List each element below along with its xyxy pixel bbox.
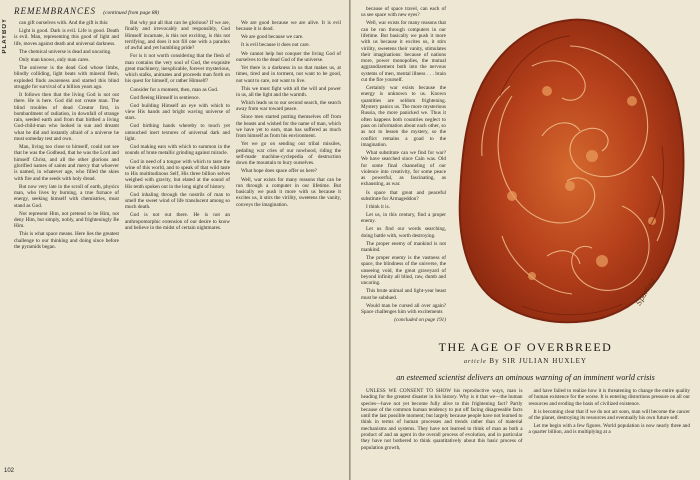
paragraph: It follows then that the living God is not out there. He is here. God did not create man. The blind troubles of dead Creator first, in bombardment of radiation, in downfall of strange rain, seeded earth and from that birthed a living God-child-man who looked in sun and dreamt what he did and instantly afraid of a universe he must someday test and own.: [14, 91, 119, 143]
article-deck: an esteemed scientist delivers an ominous warning of an imminent world crisis: [396, 373, 655, 382]
article-body-columns: [361, 388, 690, 451]
paragraph: Man, living too close to himself, could not see that he was the Godhead, that he was the Lord and himself Christ, and all the other glorious and glorified names of saints and mercy that whoever is named, in whatever age, who filled the skies with fire and the seeds with holy dread.: [14, 144, 119, 182]
paragraph: God birthing hands whereby to touch yet untouched inert textures of universal dark and light.: [125, 123, 230, 143]
text-column-2: [125, 20, 230, 475]
paragraph: can gift ourselves with. And the gift is this:: [19, 20, 109, 26]
running-head-title: REMEMBRANCES: [14, 6, 96, 16]
paragraph: I think it is.: [366, 203, 390, 210]
paragraph: We cannot help but conquer the living God of ourselves to the dead God of the universe.: [236, 50, 341, 63]
paragraph: and have failed to realize how it is threatening to change the entire quality of human existence for the worse. It is entering distortions pressure on all our resources and eroding the basis of civilized existence.: [528, 388, 690, 407]
paragraph: This is what space means. Here lies the greatest challenge to our thinking and doing since before the pyramids began.: [14, 231, 119, 250]
paragraph: Yet there is a darkness in us that makes us, at times, tired and in torment, not want to be good, not want to care, not want to live.: [236, 64, 341, 84]
paragraph: The proper enemy of mankind is not mankind.: [361, 240, 446, 254]
paragraph: Yet we go on sending out tribal missiles, pedaling war cries of our nowhood, riding the self-made machine-cyclepedia of destruction down the mountain to bury ourselves.: [236, 141, 341, 167]
paragraph: Consider for a moment, then, man as God.: [130, 86, 219, 93]
paragraph: God making ears with which to summon in the sounds of brute metallic grinding against miracle.: [125, 144, 230, 157]
paragraph: This brute animal and light-year beast must be subdued.: [361, 288, 446, 301]
left-page: [0, 0, 349, 480]
paragraph: The proper enemy is the vastness of space, the blindness of the universe, the unseeing void, the great graveyard of beyond infinity all blind, raw, dumb and uncaring.: [361, 255, 446, 287]
paragraph: God is not out there. He is not an anthropomorphic extension of our desire to know and believe in the midst of certain nightmares.: [125, 212, 230, 232]
paragraph: UNLESS WE CONSENT TO SHOW his reproductive ways, man is heading for the greatest disaster in his history. Why is it that we—the human species—have not yet become fully alive to this frightening fact? Partly because of the common human tendency to put off facing disagreeable facts until the last possible moment; but largely because people have not learned to think in terms of human processes and trends rather than of material mechanisms and systems. They have not learned to think of man as both a product of and an agent in the overall process of evolution, and in particular they have not bothered to think quantitatively about this basic process of population growth,: [361, 388, 523, 451]
text-column-4: [361, 6, 446, 336]
continued-note: (continued from page 88): [103, 10, 160, 16]
article-title: THE AGE OF OVERBREED: [438, 340, 613, 354]
paragraph: because of space travel, can each of us see space with new eyes?: [361, 6, 446, 19]
body-column-2: [529, 388, 691, 446]
paragraph: God building Himself an eye with which to view His hands and bright waving universe of stars.: [125, 102, 230, 122]
paragraph: The universe is the dead God whose limbs, blindly colliding, light beats with mineral flesh, exploded finds awareness and started this blind struggle for survival of a billion years ago.: [14, 64, 119, 90]
paragraph: Only man knows, only man cares.: [19, 56, 90, 63]
page-number: 102: [4, 468, 15, 474]
paragraph: What hope does space offer us here?: [241, 168, 317, 175]
body-column-1: [361, 388, 523, 451]
paragraph: What substitute can we find for war? We have searched since Cain was. Old for some final channeling of our violence into creativity, for some peace as powerful, as fascinating, as exhausting, as war.: [361, 149, 446, 188]
running-head: [14, 6, 341, 16]
artwork-illustration: [452, 6, 688, 336]
paragraph: Let us find our words searching, doing battle with, worth destroying.: [361, 226, 446, 239]
text-column-1: [14, 20, 119, 475]
paragraph: For is it not worth considering that the flesh of man contains the very soul of God, the exquisite great machinery, inexplicable, forever mysterious, which stalks, animates and proceeds man forth on his quest for himself, or rather Himself?: [125, 53, 230, 85]
paragraph: Is space that great and peaceful substitute for Armageddon?: [361, 189, 446, 202]
paragraph: God inhaling through the nostrils of man to smell the sweet wind of life translucent among so much death.: [125, 191, 230, 211]
byline-prefix: article: [463, 359, 487, 365]
right-page: [351, 0, 700, 480]
text-column-3: [236, 20, 341, 475]
paragraph: God fleeing Himself in sentience.: [130, 94, 200, 101]
paragraph: Since men started putting themselves off from the beasts and wished for the name of man, which we have yet to earn, man has suffered as much from himself as from his environment.: [236, 114, 341, 140]
paragraph: Certainly war exists because the energy is unknown to us. Known quantities are seldom frightening. Mystery panics us. The more mysterious Russia, the more panicked we. Thus it often happens both countries neglect to pass on information about each other, so as not to lessen the mystery, so the conflict remains a goad to the imagination.: [361, 85, 446, 148]
paragraph: Let me begin with a few figures. World population is now nearly three and a quarter billion, and is multiplying at a: [528, 423, 690, 436]
paragraph: Would man be cursed all over again? Space challenges him with excitements: [361, 302, 446, 316]
paragraph: The chemical universe is dead and uncaring.: [19, 48, 112, 55]
artist-signature: Sparling: [634, 276, 657, 307]
paragraph: This we must fight with all the will and power in us, all the light and the warmth.: [236, 85, 341, 98]
paragraph: We are good because we are alive. It is evil because it is dead.: [236, 20, 341, 33]
paragraph: God in need of a tongue with which to taste the wine of this world, and to speak of that wild taste to His multitudinous Self, His three billion selves weighed with gravity, but elated at the sound of His tenth spoken out in the long night of history.: [125, 158, 230, 190]
paragraph: But why put all that can be glorious? If we are, finally and irrevocably and responsibly, God Himself incarnate, is this not exciting, is this not terrifying, and does it not fill one with a paradox of awful and yet humbling pride?: [125, 20, 230, 52]
paragraph: Which leads us to our second search, the search away from war toward peace.: [236, 100, 341, 113]
paragraph: It is evil because it does not care.: [241, 42, 310, 49]
paragraph: Well, war exists for many reasons that can be run through computers in our lifetime. But basically we push it more with us because it excites us, it stirs virility, sweetens their vanity, stimulates their imaginations: because of nations more, power monopolies, the mutual aggrandizement both into the nervous systems of men, mental illness . . . brain cut the fire yourself.: [361, 20, 446, 84]
magazine-side-mark: PLAYBOY: [2, 18, 8, 54]
right-page-top: [361, 6, 690, 336]
continued-on-note: (concluded on page 191): [394, 317, 446, 324]
paragraph: But now very late in the scroll of earth, physics man, who lives by burning, a true furnace of energy, seeking himself with chemistries, must stand as God.: [14, 183, 119, 209]
byline-author: By SIR JULIAN HUXLEY: [489, 357, 587, 365]
paragraph: Well, war exists for many reasons that can be run through a computer in our lifetime. But basically we push it more with us because it excites us, it stirs the virility, sweetens the vanity, conveys the imagination.: [236, 176, 341, 208]
article-byline: [361, 357, 690, 365]
paragraph: Not represent Him, not pretend to be Him, not deny Him, but simply, nobly, and frighteningly Be Him.: [14, 210, 119, 230]
paragraph: It is becoming clear that if we do not act soon, man will become the cancer of the planet, destroying its resources and eventually his own future self.: [528, 408, 690, 421]
quilled-paper-artwork: [452, 6, 688, 336]
paragraph: We are good because we care.: [241, 34, 304, 41]
paragraph: Light is good. Dark is evil. Life is good. Death is evil. Man, representing this good of light and life, moves against death and universal darkness.: [14, 28, 119, 47]
paragraph: Let us, in this century, find a proper enemy.: [361, 211, 446, 225]
left-page-columns: [14, 20, 341, 475]
